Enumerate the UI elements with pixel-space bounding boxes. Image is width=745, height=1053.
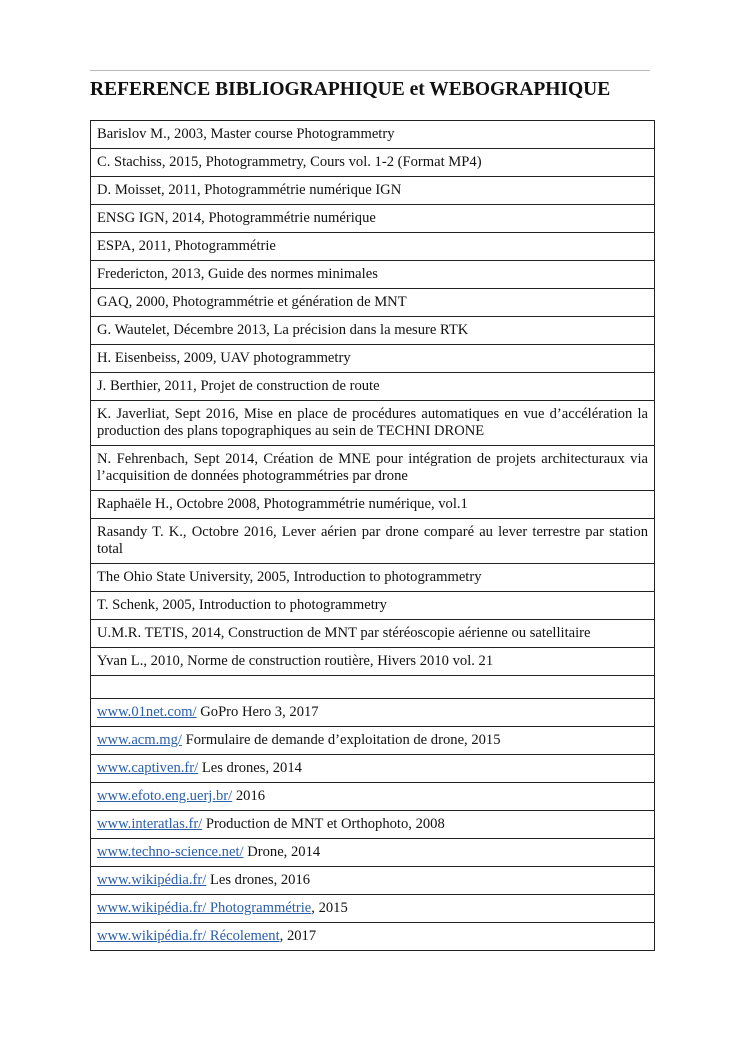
web-description: Les drones, 2016 [206,871,311,888]
bibliography-row [91,373,655,401]
bibliography-row [91,233,655,261]
bibliography-entry: J. Berthier, 2011, Projet de construction de route [91,373,655,401]
webography-row [91,699,655,727]
web-description: Les drones, 2014 [198,759,302,776]
header-rule [90,70,650,71]
webography-entry [91,895,655,923]
bibliography-entry: D. Moisset, 2011, Photogrammétrie numérique IGN [91,177,655,205]
web-description: Production de MNT et Orthophoto, 2008 [202,815,445,832]
separator-row [91,676,655,699]
web-link[interactable]: www.techno-science.net/ [97,843,244,860]
bibliography-row [91,620,655,648]
empty-cell [91,676,655,699]
bibliography-entry: Fredericton, 2013, Guide des normes minimales [91,261,655,289]
web-link[interactable]: www.captiven.fr/ [97,759,199,776]
bibliography-row [91,177,655,205]
webography-row [91,811,655,839]
bibliography-row [91,121,655,149]
bibliography-entry: Yvan L., 2010, Norme de construction routière, Hivers 2010 vol. 21 [91,648,655,676]
webography-entry [91,755,655,783]
webography-entry [91,727,655,755]
webography-entry [91,867,655,895]
bibliography-row [91,648,655,676]
webography-row [91,923,655,951]
bibliography-row [91,564,655,592]
bibliography-row [91,519,655,564]
web-link[interactable]: www.interatlas.fr/ [97,815,203,832]
references-table [90,120,655,951]
bibliography-entry: T. Schenk, 2005, Introduction to photogrammetry [91,592,655,620]
web-description: 2016 [232,787,266,804]
web-description: Drone, 2014 [243,843,321,860]
bibliography-entry: ENSG IGN, 2014, Photogrammétrie numérique [91,205,655,233]
webography-row [91,839,655,867]
web-link[interactable]: www.wikipédia.fr/ [97,871,207,888]
webography-row [91,727,655,755]
web-link[interactable]: www.efoto.eng.uerj.br/ [97,787,233,804]
bibliography-entry: The Ohio State University, 2005, Introduction to photogrammetry [91,564,655,592]
bibliography-entry: Barislov M., 2003, Master course Photogrammetry [91,121,655,149]
bibliography-row [91,205,655,233]
web-description: , 2015 [311,899,348,916]
bibliography-row [91,491,655,519]
webography-row [91,895,655,923]
web-link[interactable]: www.01net.com/ [97,703,197,720]
bibliography-row [91,446,655,491]
bibliography-entry: ESPA, 2011, Photogrammétrie [91,233,655,261]
webography-entry [91,783,655,811]
bibliography-entry: C. Stachiss, 2015, Photogrammetry, Cours vol. 1-2 (Format MP4) [91,149,655,177]
webography-row [91,783,655,811]
bibliography-row [91,592,655,620]
bibliography-row [91,317,655,345]
webography-entry [91,923,655,951]
web-description: Formulaire de demande d’exploitation de drone, 2015 [181,731,501,748]
web-description: GoPro Hero 3, 2017 [196,703,319,720]
web-link[interactable]: www.wikipédia.fr/ Photogrammétrie [97,899,312,916]
bibliography-entry: GAQ, 2000, Photogrammétrie et génération de MNT [91,289,655,317]
bibliography-entry: K. Javerliat, Sept 2016, Mise en place de procédures automatiques en vue d’accélération la production des plans topographiques au sein de TECHNI DRONE [91,401,655,446]
bibliography-row [91,149,655,177]
bibliography-row [91,401,655,446]
webography-row [91,755,655,783]
webography-entry [91,699,655,727]
web-link[interactable]: www.acm.mg/ [97,731,182,748]
web-description: , 2017 [279,927,317,944]
webography-entry [91,839,655,867]
bibliography-entry: H. Eisenbeiss, 2009, UAV photogrammetry [91,345,655,373]
bibliography-row [91,261,655,289]
web-link[interactable]: www.wikipédia.fr/ Récolement [97,927,280,944]
bibliography-row [91,345,655,373]
webography-row [91,867,655,895]
bibliography-entry: N. Fehrenbach, Sept 2014, Création de MNE pour intégration de projets architecturaux via l’acquisition de données photogrammétries par drone [91,446,655,491]
bibliography-entry: U.M.R. TETIS, 2014, Construction de MNT par stéréoscopie aérienne ou satellitaire [91,620,655,648]
bibliography-entry: G. Wautelet, Décembre 2013, La précision dans la mesure RTK [91,317,655,345]
bibliography-row [91,289,655,317]
webography-entry [91,811,655,839]
page-title: REFERENCE BIBLIOGRAPHIQUE et WEBOGRAPHIQUE [90,79,611,100]
bibliography-entry: Raphaële H., Octobre 2008, Photogrammétrie numérique, vol.1 [91,491,655,519]
bibliography-entry: Rasandy T. K., Octobre 2016, Lever aérien par drone comparé au lever terrestre par station total [91,519,655,564]
